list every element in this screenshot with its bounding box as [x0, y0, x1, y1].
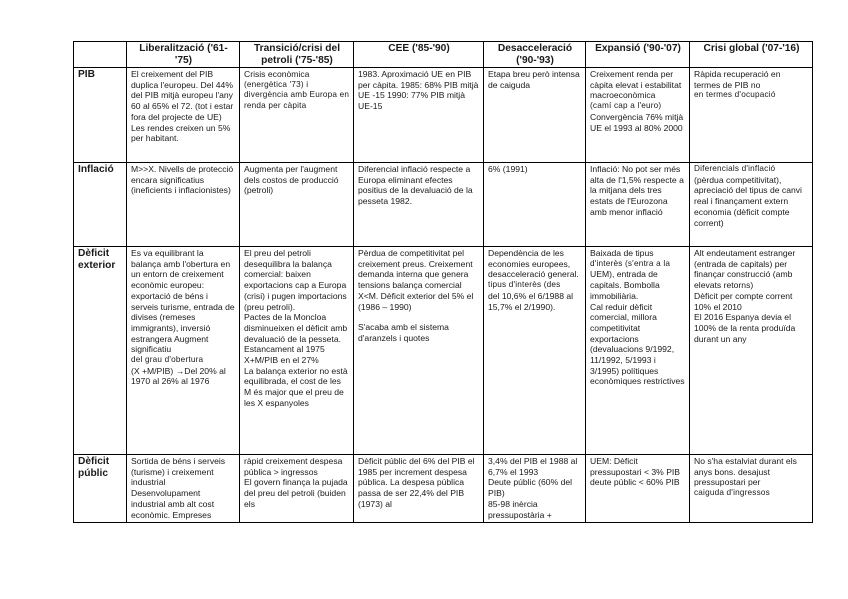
cell-text: del grau d'obertura	[131, 355, 204, 365]
cell-public-cee	[354, 455, 484, 523]
cell-inflacio-transicio	[240, 163, 354, 247]
cell-clip	[131, 456, 236, 522]
cell-text: Baixada de tipus	[590, 248, 654, 258]
cell-text: del 10,6% el 6/1988 al 15,7% el 2/1990).	[488, 290, 574, 312]
header-transicio: Transició/crisi del petroli ('75-'85)	[240, 42, 354, 68]
cell-inflacio-cee	[354, 163, 484, 247]
header-desacceleracio: Desacceleració ('90-'93)	[484, 42, 586, 68]
cell-text: La balança exterior no està equilibrada, el cost de les M és major que el preu de les X espanyoles	[244, 365, 348, 408]
cell-text: Diferencials d'inflació	[694, 164, 776, 173]
cell-pib-liberalitzacio	[127, 68, 240, 163]
row-label-pib: PIB	[74, 68, 127, 163]
row-label-deficit-exterior: Dèficit exterior	[74, 247, 127, 455]
cell-text: Pactes de la Moncloa disminueixen el dèficit amb devaluació de la pesseta.	[244, 312, 348, 344]
cell-public-transicio	[240, 455, 354, 523]
header-liberalitzacio: Liberalització ('61-'75)	[127, 42, 240, 68]
cell-text: 6% (1991)	[488, 164, 528, 174]
cell-inflacio-crisi-global	[690, 163, 813, 247]
cell-text: Ràpida recuperació en termes de PIB no	[694, 69, 781, 90]
header-cee: CEE ('85-'90)	[354, 42, 484, 68]
cell-text: S'acaba amb el sistema d'aranzels i quotes	[358, 322, 449, 343]
header-crisi-global: Crisi global ('07-'16)	[690, 42, 813, 68]
cell-exterior-transicio	[240, 247, 354, 455]
cell-text: ràpid creixement despesa pública > ingressos	[244, 456, 343, 477]
cell-text: Convergència 76% mitjà UE el 1993 al 80% 2000	[590, 111, 684, 133]
cell-text: Diferencial inflació respecte a Europa eliminant efectes positius de la devaluació de la pesseta 1982.	[358, 164, 473, 207]
cell-exterior-expansio	[586, 247, 690, 455]
cell-inflacio-desacceleracio	[484, 163, 586, 247]
cell-text: (X +M/PIB) →Del 20% al 1970 al 26% al 1976	[131, 365, 226, 387]
cell-inflacio-liberalitzacio	[127, 163, 240, 247]
cell-text: caiguda d'ingressos	[694, 488, 770, 498]
cell-public-desacceleracio	[484, 455, 586, 523]
cell-inflacio-expansio	[586, 163, 690, 247]
cell-text: Estancament al 1975 X+M/PIB en el 27%	[244, 344, 325, 366]
cell-text: Crisis econòmica	[244, 69, 310, 79]
header-row	[74, 42, 813, 68]
header-expansio: Expansió ('90-'07)	[586, 42, 690, 68]
table-row-deficit-exterior	[74, 247, 813, 455]
cell-text: M>>X. Nivells de protecció encara significatius (ineficients i inflacionistes)	[131, 164, 234, 196]
cell-text: Creixement renda per càpita elevat i estabilitat macroeconòmica	[590, 69, 682, 101]
cell-text: 85-98 inèrcia pressupostària +	[488, 498, 552, 520]
cell-text: (camí cap a l'euro)	[590, 101, 662, 111]
cell-text: Augmenta per l'augment dels costos de producció (petroli)	[244, 164, 339, 196]
cell-public-expansio	[586, 455, 690, 523]
row-label-deficit-public: Dèficit públic	[74, 455, 127, 523]
cell-text: d'interès (s'entra a la	[590, 258, 671, 268]
cell-clip	[244, 456, 350, 522]
cell-clip	[358, 456, 480, 522]
row-label-inflacio: Inflació	[74, 163, 127, 247]
cell-text: 3,4% del PIB el 1988 al 6,7% el 1993	[488, 456, 578, 477]
cell-pib-expansio	[586, 68, 690, 163]
cell-pib-transicio	[240, 68, 354, 163]
cell-text: Dependència de les economies europees, desacceleració general.	[488, 248, 579, 280]
cell-text: Dèficit per compte corrent 10% el 2010	[694, 290, 793, 312]
cell-public-liberalitzacio	[127, 455, 240, 523]
cell-text: Es va equilibrant la balança amb l'obertura en un entorn de creixement econòmic europeu: exportació de béns i serveis turisme, entrada de divises (remeses immigrants), inversió estrangera Augment significatiu	[131, 248, 235, 355]
cell-text: (pèrdua competitivitat), apreciació del tipus de canvi real i finançament extern economia (dèficit compte corrent)	[694, 174, 802, 228]
table-row-pib	[74, 68, 813, 163]
cell-pib-desacceleracio	[484, 68, 586, 163]
table-row-deficit-public	[74, 455, 813, 523]
cell-text: El preu del petroli desequilibra la balança comercial: baixen exportacions cap a Europa (crisi) i pugen importacions (preu petroli).	[244, 248, 347, 312]
cell-text: tipus d'interès (des	[488, 280, 561, 290]
corner-cell	[74, 42, 127, 68]
table-row-inflacio	[74, 163, 813, 247]
cell-text: UEM), entrada de capitals. Bombolla immobiliària.	[590, 269, 660, 301]
cell-text: 1983. Aproximació UE en PIB per càpita. 1985: 68% PIB mitjà UE -15 1990: 77% PIB mitjà UE-15	[358, 69, 479, 112]
cell-text: Cal reduir dèficit comercial, millora competitivitat exportacions (devaluacions 9/1992, 11/1992, 5/1993 i 3/1995) polítiques econòmiques restrictives	[590, 301, 685, 387]
cell-text: Dèficit públic del 6% del PIB el 1985 per increment despesa pública. La despesa pública passa de ser 22,4% del PIB (1973) al	[358, 456, 475, 509]
cell-clip	[590, 456, 686, 522]
cell-text: No s'ha estalviat durant els anys bons. desajust pressupostari per	[694, 456, 797, 488]
cell-exterior-liberalitzacio	[127, 247, 240, 455]
paragraph-gap	[358, 312, 480, 322]
cell-exterior-cee	[354, 247, 484, 455]
cell-text: UEM: Dèficit pressupostari < 3% PIB	[590, 456, 681, 477]
cell-clip	[488, 456, 582, 522]
cell-text: Sortida de béns i serveis (turisme) i creixement industrial Desenvolupament industrial amb alt cost econòmic. Empreses	[131, 456, 226, 520]
cell-exterior-desacceleracio	[484, 247, 586, 455]
economic-history-table	[73, 41, 813, 523]
cell-clip	[694, 456, 809, 522]
cell-text: en termes d'ocupació	[694, 90, 776, 100]
cell-pib-crisi-global	[690, 68, 813, 163]
cell-pib-cee	[354, 68, 484, 163]
cell-text: El govern finança la pujada del preu del petroli (buiden els	[244, 477, 348, 509]
cell-text: (energètica '73) i divergència amb Europa en renda per càpita	[244, 79, 350, 111]
cell-text: deute públic < 60% PIB	[590, 477, 680, 488]
cell-exterior-crisi-global	[690, 247, 813, 455]
cell-text: Inflació: No pot ser més alta de l'1,5% respecte a la mitjana dels tres estats de l'Eurozona amb menor inflació	[590, 164, 684, 217]
cell-text: El 2016 Espanya devia el 100% de la renta produïda durant un any	[694, 312, 796, 344]
cell-public-crisi-global	[690, 455, 813, 523]
cell-text: El creixement del PIB duplica l'europeu. Del 44% del PIB mitjà europeu l'any 60 al 65% el 72. (tot i estar fora del projecte de UE) Les rendes creixen un 5% per habitant.	[131, 69, 234, 144]
cell-text: Etapa breu però intensa de caiguda	[488, 69, 580, 90]
cell-text: Deute públic (60% del PIB)	[488, 477, 573, 499]
cell-text: Alt endeutament estranger (entrada de capitals) per finançar construcció (amb elevats retorns)	[694, 248, 796, 291]
cell-text: Pèrdua de competitivitat pel creixement preus. Creixement demanda interna que genera tensions balança comercial X<M. Dèficit exterior del 5% el (1986 – 1990)	[358, 248, 474, 312]
